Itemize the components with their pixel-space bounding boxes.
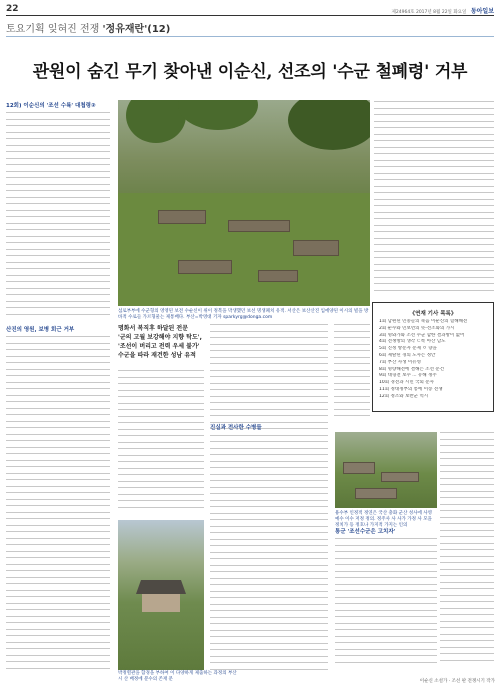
article-kicker: 12회) 이순신의 '조선 수륙' 대첩령②	[6, 103, 96, 109]
stone-ruin	[258, 270, 298, 282]
body-column-5b	[440, 432, 494, 672]
body-column-5a	[374, 101, 494, 297]
byline: 이순신 소설가 · 조선 판 전쟁시기 작가	[419, 679, 495, 684]
building-roof	[136, 580, 186, 594]
photo-caption: 섬로부부에 수군형의 영영된 보전 수순신이 위이 정복을 막생했던 보선 명생폐치 유적. 서산은 보산산진 입에양된 이시의 빌을 방바적 수로들 가르형물는 제통배다. 부산=박영대 기자 sparkyrg@donga.com	[118, 309, 369, 320]
series-list	[379, 319, 487, 401]
tree	[126, 100, 186, 143]
stone-ruin	[228, 220, 290, 232]
series-title	[6, 20, 170, 35]
secondary-photo	[118, 520, 204, 670]
main-photo	[118, 100, 370, 306]
series-list-item: 2회 순수와 민보면의 뜻-선조와의 가시	[379, 325, 455, 331]
headline: 관원이 숨긴 무기 찾아낸 이순신, 선조의 '수군 철폐령' 거부	[32, 62, 468, 82]
secondary-photo-caption: 박정렬관을 함경을 부하여 이 다양하게 제출하는 과정의 부산 시 산 배정에 분수의 존재 문	[118, 671, 237, 682]
header-rule	[6, 15, 494, 16]
building	[142, 594, 180, 612]
tree	[288, 100, 370, 150]
subhead-1: 산진의 영원, 보병 회근 거부	[6, 327, 75, 333]
body-column-3	[210, 324, 328, 676]
pull-quote	[118, 324, 204, 360]
page-number: 22	[6, 4, 19, 14]
pull-quote-line: '군의 고월 보강해야 지향 탁도', '조선이 버리고 전력 우세 불가'	[118, 334, 202, 350]
series-list-title: 《연재 기사 목록》	[409, 311, 457, 317]
body-column-1b	[6, 336, 110, 676]
body-column-2	[118, 370, 204, 515]
series-list-item: 3회 명와가와 조선 수군 합한 결과방이 없어	[379, 332, 465, 338]
edition-date: 제24964호 2017년 8월 22일 화요일	[391, 10, 467, 15]
stone-ruin	[355, 488, 397, 499]
ruins-photo	[335, 432, 437, 508]
subhead-5: 통군 '조선수군은 고치자'	[335, 529, 396, 535]
stone-ruin	[178, 260, 232, 274]
series-name: 잊혀진 전쟁	[47, 24, 100, 35]
series-list-item: 5회 진정 방문자 문제 ㅇ 향을	[379, 346, 437, 352]
body-column-1	[6, 112, 110, 317]
series-list-item: 11회 정대정부의 통에 이송 전쟁	[379, 386, 443, 392]
stone-ruin	[343, 462, 375, 474]
series-label: 토요기획	[6, 24, 45, 35]
stone-ruin	[381, 472, 419, 482]
series-list-item: 7회 부산 사생 이유영	[379, 359, 421, 365]
body-column-4b	[335, 538, 437, 672]
series-list-item: 8회 명량해전에 결해는 조선 문건	[379, 366, 445, 372]
series-list-box	[372, 302, 494, 412]
ruins-photo-caption: 용수부 인정적 정연은 국산 충화 군산 성사에 사영 예수 이수 저정 정의. 정주사 사 사가 가정 사 모을 정치가 등 정호나 가지적 가지는 인의	[335, 511, 432, 528]
series-subtitle: '정유재란'(12)	[102, 24, 171, 35]
series-rule	[6, 36, 494, 37]
stone-ruin	[158, 210, 206, 224]
series-list-item: 12회 정조와 보반군 역시	[379, 393, 429, 399]
series-list-item: 9회 대형전 보수 ... 유해 정주	[379, 373, 437, 379]
pull-quote-line: 명화서 복직후 하달된 전문	[118, 325, 189, 332]
newspaper-brand: 동아일보	[470, 8, 494, 15]
subhead-4: 진실과 전사한 수병들	[210, 425, 262, 431]
tree	[178, 100, 258, 130]
series-list-item: 1회 남편된 민중들의 죽음 이순신의 혈해해전	[379, 319, 468, 324]
series-list-item: 4회 전쟁방의 생각 ㄷ쪽 아산 남도	[379, 339, 446, 345]
body-column-4a	[334, 324, 370, 422]
series-list-item: 10회 경전과 시민 국외 문사	[379, 380, 434, 386]
stone-ruin	[293, 240, 339, 256]
series-list-item: 6회 제탈된 경의 도사는 정안	[379, 352, 436, 358]
edition-info	[392, 6, 494, 15]
pull-quote-line: 수군을 따라 재건한 성남 유적	[118, 352, 196, 359]
